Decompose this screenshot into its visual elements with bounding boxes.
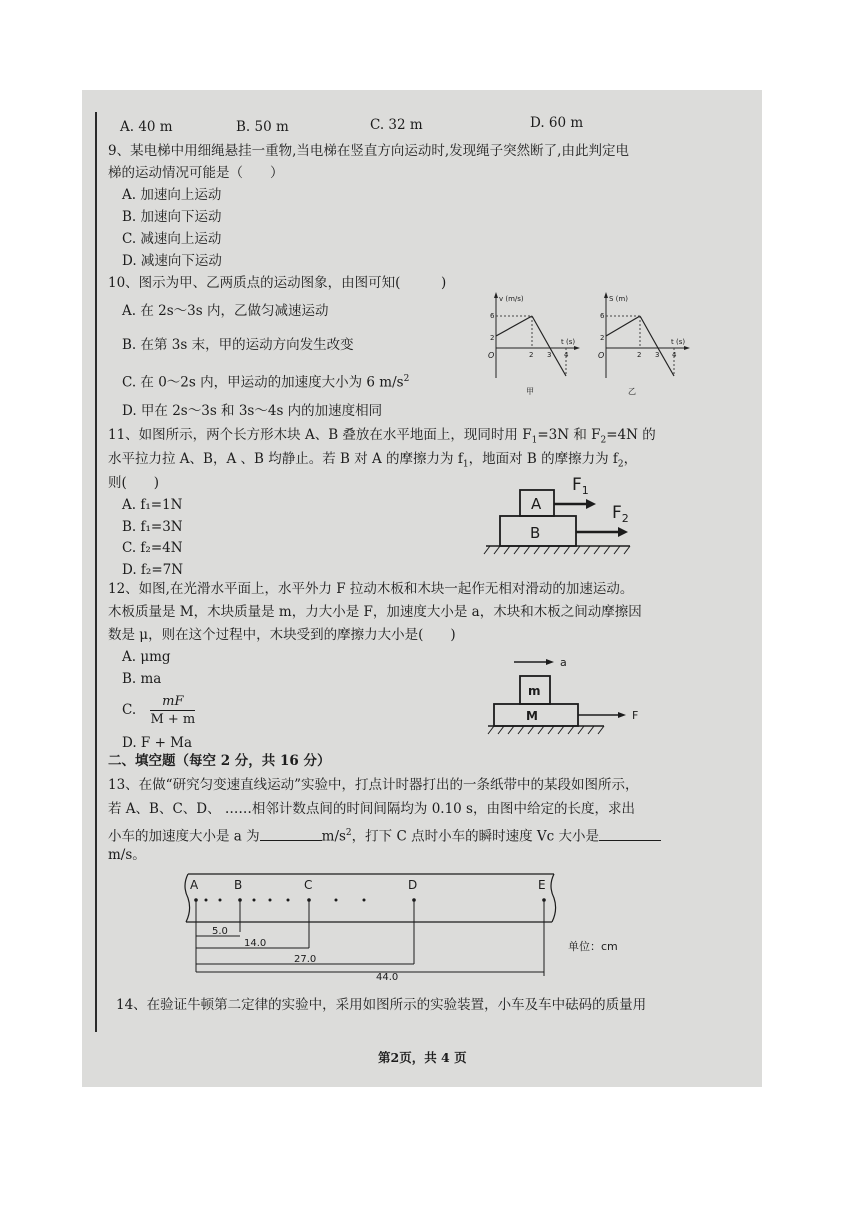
q13-stem-line3: 小车的加速度大小是 a 为 $m/s^2$，打下 C 点时小车的瞬时速度 Vc 大小是: [108, 824, 661, 847]
q10-option-d: D. 甲在 2s～3s 和 3s～4s 内的加速度相同: [122, 403, 383, 419]
q10-option-b: B. 在第 3s 末，甲的运动方向发生改变: [122, 337, 354, 353]
label-f2: $F_2$: [612, 503, 629, 525]
graph-yi-caption: 乙: [628, 387, 636, 396]
block-M-label: M: [526, 709, 538, 723]
arrow-a: [546, 659, 554, 665]
q10-option-a: A. 在 2s～3s 内，乙做匀减速运动: [122, 303, 329, 319]
q8-option-d: D. 60 m: [530, 115, 584, 131]
q10-option-c: C. 在 0～2s 内，甲运动的加速度大小为 6 $m/s^2$: [122, 374, 410, 391]
answer-blank-acceleration[interactable]: [260, 826, 322, 841]
q12-c-numerator: mF: [150, 693, 195, 711]
label-f: F: [632, 709, 639, 722]
graph-jia-ytick-2: 2: [490, 334, 495, 342]
tape-label-a: A: [190, 878, 199, 892]
q9-option-b: B. 加速向下运动: [122, 209, 222, 225]
q8-option-c: C. 32 m: [370, 117, 423, 133]
block-b-label: B: [530, 524, 541, 542]
graph-yi-ylabel: S (m): [609, 295, 628, 303]
answer-blank-vc[interactable]: [599, 826, 661, 841]
graph-jia-xtick-3: 3: [547, 351, 552, 359]
graph-yi: [592, 288, 692, 400]
tape-label-e: E: [538, 878, 546, 892]
q11-stem-line1: 11、如图所示，两个长方形木块 A、B 叠放在水平地面上，现同时用 $F_1=3N$ 和 $F_2=4N$ 的: [108, 427, 656, 446]
q8-option-b: B. 50 m: [236, 119, 289, 135]
q9-stem-line2: 梯的运动情况可能是（ ）: [108, 165, 284, 181]
tape-label-b: B: [234, 878, 243, 892]
q12-stem-line1: 12、如图,在光滑水平面上，水平外力 F 拉动木板和木块一起作无相对滑动的加速运动。: [108, 581, 634, 597]
q10-stem: 10、图示为甲、乙两质点的运动图象，由图可知( ): [108, 275, 447, 291]
q11-stem-line3: 则( ): [108, 475, 160, 491]
graph-yi-xtick-3: 3: [655, 351, 660, 359]
q11-option-c: C. f₂=4N: [122, 540, 183, 556]
q8-option-a: A. 40 m: [120, 119, 173, 135]
q11-option-d: D. f₂=7N: [122, 562, 184, 578]
graph-jia-ytick-6: 6: [490, 312, 495, 320]
graph-jia-origin: O: [488, 351, 495, 360]
q9-option-c: C. 减速向上运动: [122, 231, 222, 247]
q11-stem-line2: 水平拉力拉 A、B，A 、B 均静止。若 B 对 A 的摩擦力为 $f_1$，地面对 B 的摩擦力为 $f_2$，: [108, 451, 638, 470]
tape-distance-27: 27.0: [294, 954, 317, 965]
tape-distance-5: 5.0: [212, 926, 228, 937]
q9-option-a: A. 加速向上运动: [122, 187, 222, 203]
q12-option-c: C. $\frac{mF}{M + m}$: [122, 694, 196, 727]
q13-stem-line4: m/s。: [108, 847, 146, 863]
tape-label-c: C: [304, 878, 313, 892]
graph-jia-xtick-4: 4: [564, 351, 569, 359]
paper-tape: [176, 870, 616, 985]
tape-distance-14: 14.0: [244, 938, 267, 949]
q11-figure: [478, 470, 658, 560]
arrow-f2: [618, 527, 628, 537]
q9-option-d: D. 减速向下运动: [122, 253, 222, 269]
block-m-label: m: [528, 684, 541, 698]
graph-jia: [482, 288, 582, 400]
label-f1: $F_1$: [572, 475, 589, 497]
q13-stem-line1: 13、在做“研究匀变速直线运动”实验中，打点计时器打出的一条纸带中的某段如图所示，: [108, 777, 639, 793]
graph-yi-origin: O: [598, 351, 605, 360]
graph-yi-ytick-2: 2: [600, 334, 605, 342]
section-2-heading: 二、填空题（每空 2 分，共 16 分）: [108, 753, 331, 769]
graph-jia-ylabel: v (m/s): [499, 295, 524, 303]
graph-jia-xlabel: t (s): [561, 338, 576, 346]
q14-stem-line1: 14、在验证牛顿第二定律的实验中，采用如图所示的实验装置，小车及车中砝码的质量用: [116, 997, 647, 1013]
q12-stem-line3: 数是 μ，则在这个过程中，木块受到的摩擦力大小是( ): [108, 627, 456, 643]
graph-yi-xlabel: t (s): [671, 338, 686, 346]
q9-stem-line1: 9、某电梯中用细绳悬挂一重物,当电梯在竖直方向运动时,发现绳子突然断了,由此判定电: [108, 143, 629, 159]
graph-yi-xtick-4: 4: [672, 351, 677, 359]
tape-distance-44: 44.0: [376, 972, 399, 983]
tape-unit: 单位：cm: [568, 940, 618, 953]
q12-option-b: B. ma: [122, 671, 162, 687]
graph-jia-xtick-2: 2: [529, 351, 534, 359]
label-a: a: [560, 656, 567, 669]
block-a-label: A: [531, 495, 542, 513]
arrow-f: [618, 712, 626, 718]
q12-stem-line2: 木板质量是 M，木块质量是 m，力大小是 F，加速度大小是 a，木块和木板之间动摩擦因: [108, 604, 642, 620]
graph-yi-xtick-2: 2: [637, 351, 642, 359]
tape-label-d: D: [408, 878, 418, 892]
graph-yi-ytick-6: 6: [600, 312, 605, 320]
q11-option-b: B. f₁=3N: [122, 519, 183, 535]
margin-line: [95, 112, 97, 1032]
arrow-f1: [586, 499, 596, 509]
q12-option-d: D. F + Ma: [122, 735, 193, 751]
q12-option-a: A. μmg: [122, 649, 171, 665]
q12-c-denominator: M + m: [150, 712, 196, 727]
page-footer: 第2页，共 4 页: [378, 1050, 467, 1065]
q13-stem-line2: 若 A、B、C、D、 ……相邻计数点间的时间间隔均为 0.10 s，由图中给定的长度，求出: [108, 801, 635, 817]
q12-figure: [486, 650, 656, 742]
graph-jia-caption: 甲: [526, 387, 534, 396]
q11-option-a: A. f₁=1N: [122, 497, 183, 513]
